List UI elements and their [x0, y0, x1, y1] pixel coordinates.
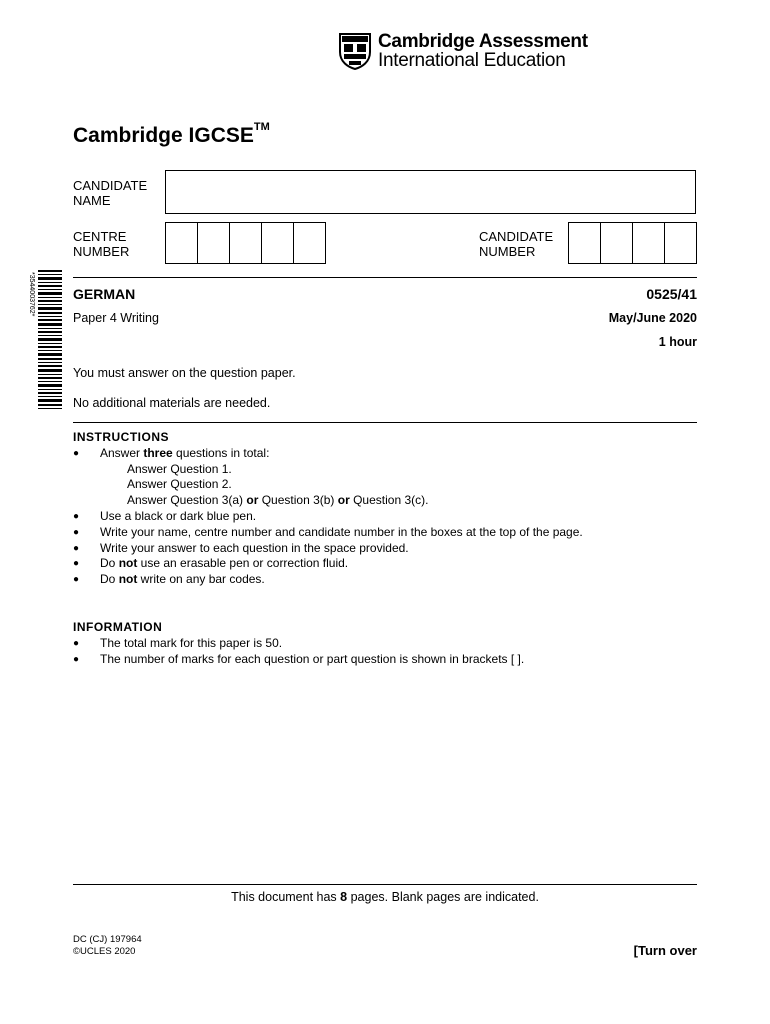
list-subitem: Answer Question 1.: [127, 461, 232, 476]
barcode: [26, 270, 63, 410]
digit-box[interactable]: [198, 223, 230, 263]
note-materials: No additional materials are needed.: [73, 396, 271, 410]
logo-line2: International Education: [378, 50, 566, 71]
candidate-name-field[interactable]: [165, 170, 696, 214]
divider: [73, 422, 697, 423]
list-item: ● The number of marks for each question or part question is shown in brackets [ ].: [73, 652, 524, 668]
digit-box[interactable]: [230, 223, 262, 263]
page-count-note: This document has 8 pages. Blank pages are indicated.: [231, 890, 539, 904]
digit-box[interactable]: [633, 223, 665, 263]
shield-crest-icon: [338, 32, 372, 70]
candidate-number-label: CANDIDATE NUMBER: [479, 229, 554, 259]
exam-duration: 1 hour: [658, 335, 697, 349]
information-heading: INFORMATION: [73, 620, 163, 634]
trademark: TM: [253, 121, 270, 133]
note-answer-on-paper: You must answer on the question paper.: [73, 366, 296, 380]
list-item: ● Do not write on any bar codes.: [73, 572, 583, 588]
instructions-section: [73, 430, 583, 588]
subject: GERMAN: [73, 286, 136, 302]
digit-box[interactable]: [569, 223, 601, 263]
digit-box[interactable]: [665, 223, 696, 263]
centre-number-field[interactable]: [165, 222, 326, 264]
list-item: ● Write your answer to each question in the space provided.: [73, 541, 583, 557]
candidate-number-field[interactable]: [568, 222, 697, 264]
list-item: ● Answer three questions in total:: [73, 446, 583, 462]
list-item: ● Do not use an erasable pen or correction fluid.: [73, 556, 583, 572]
logo-line1: Cambridge Assessment: [378, 31, 588, 52]
list-item: ● Use a black or dark blue pen.: [73, 509, 583, 525]
document-code: DC (CJ) 197964 ©UCLES 2020: [73, 934, 142, 957]
list-item: ● The total mark for this paper is 50.: [73, 636, 524, 652]
cambridge-logo: [338, 32, 588, 72]
digit-box[interactable]: [294, 223, 325, 263]
divider: [73, 277, 697, 278]
instructions-heading: INSTRUCTIONS: [73, 430, 169, 444]
paper-title: Paper 4 Writing: [73, 311, 159, 325]
barcode-number: *3544003762*: [28, 272, 35, 317]
page-title: Cambridge IGCSE™: [73, 121, 270, 147]
list-subitem: Answer Question 2.: [127, 477, 232, 492]
syllabus-code: 0525/41: [646, 286, 697, 302]
turn-over: [Turn over: [633, 943, 697, 958]
digit-box[interactable]: [262, 223, 294, 263]
exam-session: May/June 2020: [608, 311, 697, 325]
digit-box[interactable]: [601, 223, 633, 263]
digit-box[interactable]: [166, 223, 198, 263]
list-item: ● Write your name, centre number and candidate number in the boxes at the top of the page.: [73, 525, 583, 541]
information-section: [73, 620, 524, 667]
divider: [73, 884, 697, 885]
candidate-name-label: CANDIDATE NAME: [73, 178, 148, 208]
list-subitem: Answer Question 3(a) or Question 3(b) or Question 3(c).: [127, 493, 429, 508]
centre-number-label: CENTRE NUMBER: [73, 229, 130, 259]
